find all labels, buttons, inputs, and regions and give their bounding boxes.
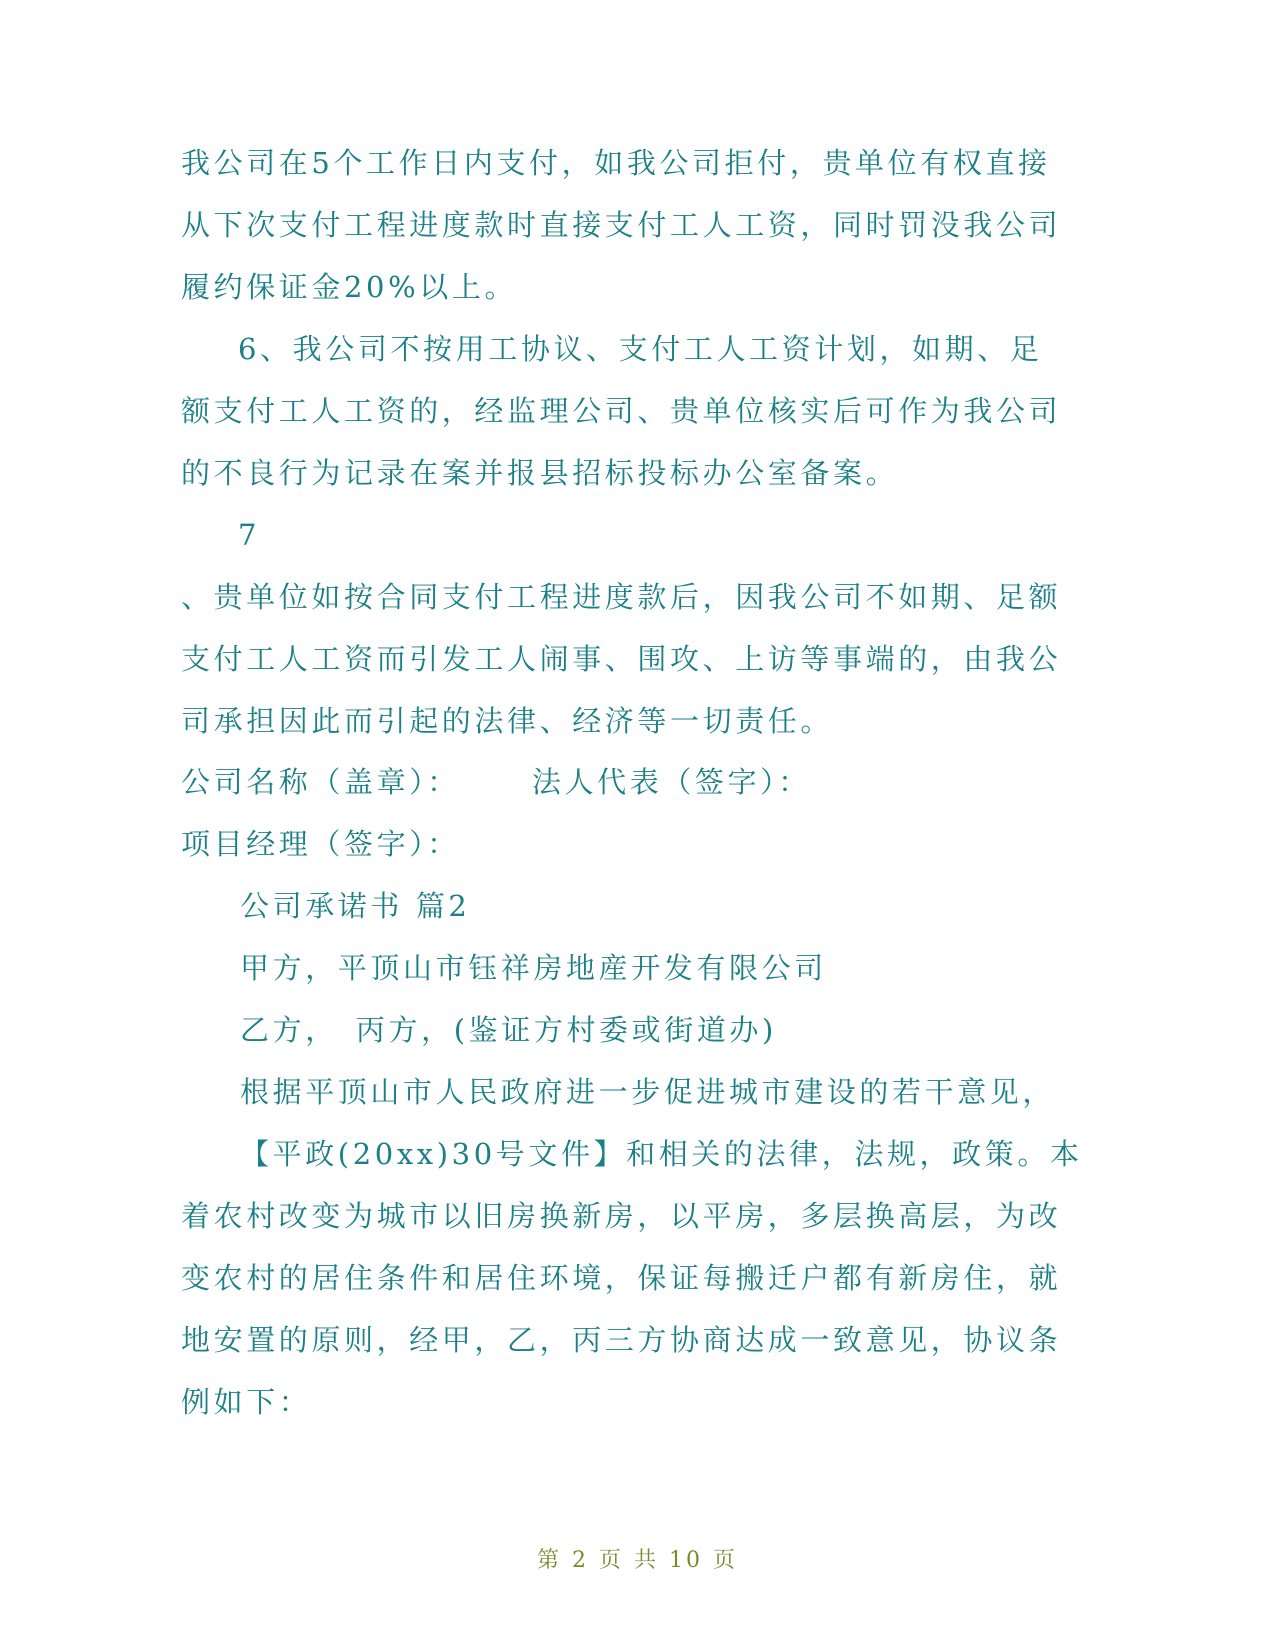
section2-line-5: 地安置的原则，经甲，乙，丙三方协商达成一致意见，协议条 xyxy=(181,1323,1062,1357)
body-line-4: 6、我公司不按用工协议、支付工人工资计划，如期、足 xyxy=(238,332,1043,366)
signature-line-1 xyxy=(181,762,811,802)
section2-line-1: 根据平顶山市人民政府进一步促进城市建设的若干意见， xyxy=(240,1075,1056,1109)
party-a-line: 甲方，平顶山市钰祥房地産开发有限公司 xyxy=(240,951,827,985)
party-bc-line: 乙方， 丙方，(鉴证方村委或街道办) xyxy=(240,1013,777,1047)
body-line-7: 7 xyxy=(238,518,261,552)
page-footer: 第 2 页 共 10 页 xyxy=(537,1548,738,1573)
body-line-5: 额支付工人工资的，经监理公司、贵单位核实后可作为我公司 xyxy=(181,394,1062,428)
body-line-10: 司承担因此而引起的法律、经济等一切责任。 xyxy=(181,704,834,738)
body-line-3: 履约保证金20%以上。 xyxy=(181,270,518,304)
legal-rep-label: 法人代表（签字）： xyxy=(531,765,811,799)
body-line-8: 、贵单位如按合同支付工程进度款后，因我公司不如期、足额 xyxy=(181,580,1062,614)
section2-line-6: 例如下： xyxy=(181,1385,312,1419)
body-line-1: 我公司在5个工作日内支付，如我公司拒付，贵单位有权直接 xyxy=(181,146,1051,180)
section2-line-3: 着农村改变为城市以旧房换新房，以平房，多层换高层，为改 xyxy=(181,1199,1062,1233)
section2-line-4: 变农村的居住条件和居住环境，保证每搬迁户都有新房住，就 xyxy=(181,1261,1062,1295)
body-line-9: 支付工人工资而引发工人闹事、围攻、上访等事端的，由我公 xyxy=(181,642,1062,676)
project-manager-label: 项目经理（签字）： xyxy=(181,827,460,861)
company-name-label: 公司名称（盖章）： xyxy=(181,765,460,799)
section-heading: 公司承诺书 篇2 xyxy=(240,889,471,923)
section2-line-2: 【平政(20xx)30号文件】和相关的法律，法规，政策。本 xyxy=(240,1137,1083,1171)
body-line-2: 从下次支付工程进度款时直接支付工人工资，同时罚没我公司 xyxy=(181,208,1062,242)
body-line-6: 的不良行为记录在案并报县招标投标办公室备案。 xyxy=(181,456,899,490)
